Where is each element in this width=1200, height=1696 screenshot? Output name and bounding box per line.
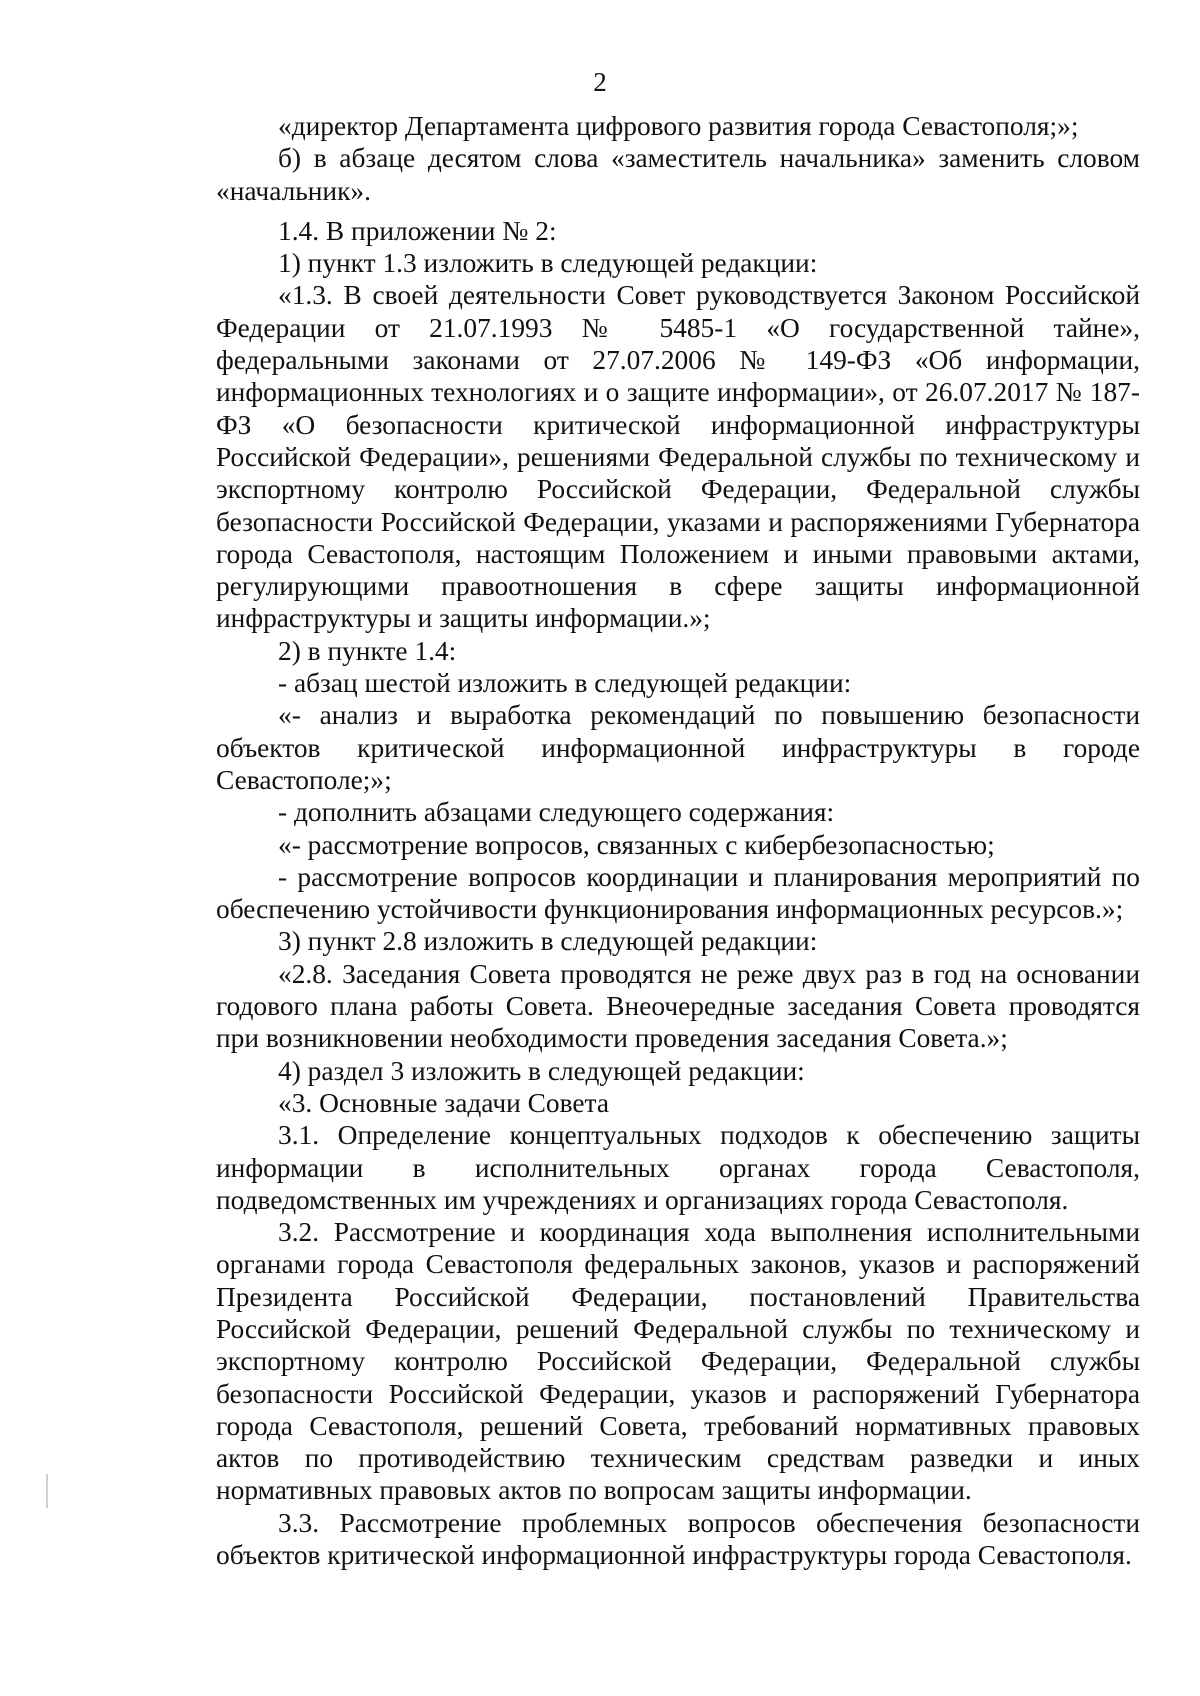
paragraph-17: 3.2. Рассмотрение и координация хода выполнения исполнительными органами города Севастополя федеральных законов, указов и распоряжений Президента Российской Федерации, постановлений Правительства Российской Федерации, решений Федеральной службы по техническому и экспортному контролю Российской Федерации, Федеральной службы безопасности Российской Федерации, указов и распоряжений Губернатора города Севастополя, решений Совета, требований нормативных правовых актов по противодействию техническим средствам разведки и иных нормативных правовых актов по вопросам защиты информации. (216, 1217, 1140, 1506)
paragraph-5: «1.3. В своей деятельности Совет руководствуется Законом Российской Федерации от 21.07.1993 № 5485-1 «О государственной тайне», федеральными законами от 27.07.2006 № 149-ФЗ «Об информации, информационных технологиях и о защите информации», от 26.07.2017 № 187-ФЗ «О безопасности критической информационной инфраструктуры Российской Федерации», решениями Федеральной службы по техническому и экспортному контролю Российской Федерации, Федеральной службы безопасности Российской Федерации, указами и распоряжениями Губернатора города Севастополя, настоящим Положением и иными правовыми актами, регулирующими правоотношения в сфере защиты информационной инфраструктуры и защиты информации.»; (216, 280, 1140, 634)
paragraph-4: 1) пункт 1.3 изложить в следующей редакции: (278, 248, 818, 279)
paragraph-8: «- анализ и выработка рекомендаций по повышению безопасности объектов критической информационной инфраструктуры в городе Севастополе;»; (216, 700, 1140, 795)
paragraph-11: - рассмотрение вопросов координации и планирования мероприятий по обеспечению устойчивости функционирования информационных ресурсов.»; (216, 861, 1140, 925)
paragraph-14: 4) раздел 3 изложить в следующей редакции: (278, 1055, 805, 1086)
paragraph-7: - абзац шестой изложить в следующей редакции: (278, 668, 852, 699)
paragraph-12: 3) пункт 2.8 изложить в следующей редакции: (278, 926, 818, 957)
paragraph-10: «- рассмотрение вопросов, связанных с кибербезопасностью; (278, 829, 995, 860)
paragraph-2: б) в абзаце десятом слова «заместитель начальника» заменить словом «начальник». (216, 143, 1140, 206)
paragraph-9: - дополнить абзацами следующего содержания: (278, 797, 835, 828)
page-number: 2 (593, 67, 607, 97)
paragraph-15: «3. Основные задачи Совета (278, 1087, 609, 1118)
paragraph-3: 1.4. В приложении № 2: (278, 215, 557, 246)
paragraph-6: 2) в пункте 1.4: (278, 635, 457, 666)
paragraph-16: 3.1. Определение концептуальных подходов к обеспечению защиты информации в исполнительных органах города Севастополя, подведомственных им учреждениях и организациях города Севастополя. (216, 1120, 1140, 1215)
document-body (216, 110, 1140, 1571)
paragraph-18: 3.3. Рассмотрение проблемных вопросов обеспечения безопасности объектов критической информационной инфраструктуры города Севастополя. (216, 1507, 1140, 1571)
scan-margin-mark (46, 1474, 48, 1508)
paragraph-13: «2.8. Заседания Совета проводятся не реже двух раз в год на основании годового плана работы Совета. Внеочередные заседания Совета проводятся при возникновении необходимости проведения заседания Совета.»; (216, 958, 1140, 1054)
paragraph-1: «директор Департамента цифрового развития города Севастополя;»; (278, 111, 1079, 141)
